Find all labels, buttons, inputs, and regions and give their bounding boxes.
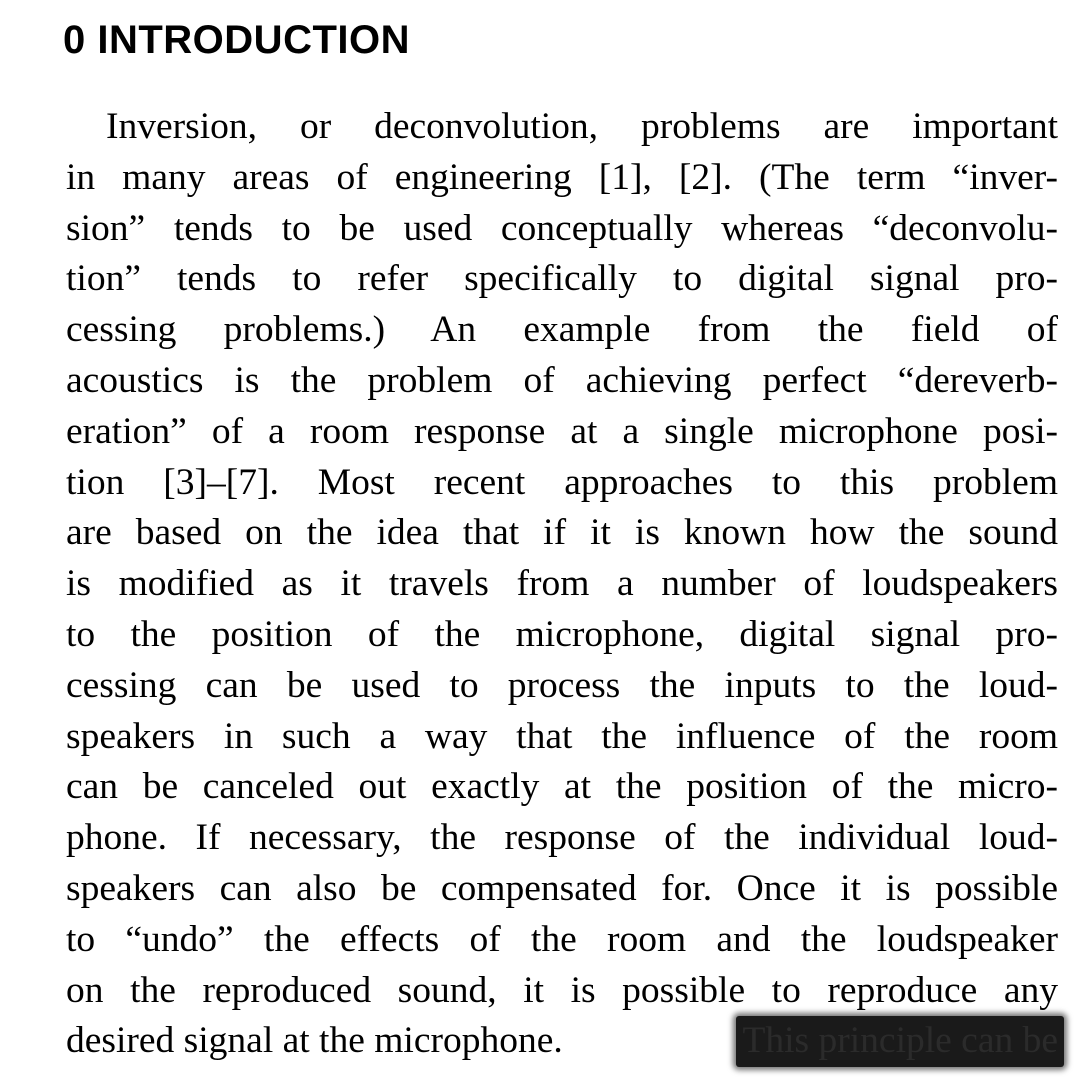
section-heading: 0 INTRODUCTION	[63, 18, 410, 62]
paragraph-line: in many areas of engineering [1], [2]. (The term “inver-	[66, 156, 1058, 198]
redaction-highlight: This principle can be	[736, 1016, 1064, 1067]
paragraph-line: speakers in such a way that the influence of the room	[66, 715, 1058, 757]
paragraph-last-line	[66, 1016, 1058, 1067]
last-line-text: desired signal at the microphone.	[66, 1020, 563, 1062]
paragraph-line: is modified as it travels from a number of loudspeakers	[66, 563, 1058, 605]
paragraph-line: speakers can also be compensated for. Once it is possible	[66, 867, 1058, 909]
paragraph-line: to the position of the microphone, digital signal pro-	[66, 613, 1058, 655]
paragraph-line: tion [3]–[7]. Most recent approaches to this problem	[66, 461, 1058, 503]
paragraph-line: phone. If necessary, the response of the individual loud-	[66, 817, 1058, 859]
paragraph-line: to “undo” the effects of the room and the loudspeaker	[66, 918, 1058, 960]
paragraph-line: tion” tends to refer specifically to digital signal pro-	[66, 258, 1058, 300]
paragraph-line: acoustics is the problem of achieving perfect “dereverb-	[66, 359, 1058, 401]
paragraph-line: can be canceled out exactly at the position of the micro-	[66, 766, 1058, 808]
paragraph-line: cessing can be used to process the inputs to the loud-	[66, 664, 1058, 706]
paragraph-line: Inversion, or deconvolution, problems are important	[106, 106, 1058, 147]
paragraph-line: on the reproduced sound, it is possible to reproduce any	[66, 969, 1058, 1011]
paragraph-line: eration” of a room response at a single microphone posi-	[66, 410, 1058, 452]
paragraph-line: are based on the idea that if it is known how the sound	[66, 512, 1058, 554]
paragraph-line: cessing problems.) An example from the field of	[66, 309, 1058, 351]
paragraph-line: sion” tends to be used conceptually whereas “deconvolu-	[66, 207, 1058, 249]
introduction-paragraph	[66, 102, 1058, 1067]
